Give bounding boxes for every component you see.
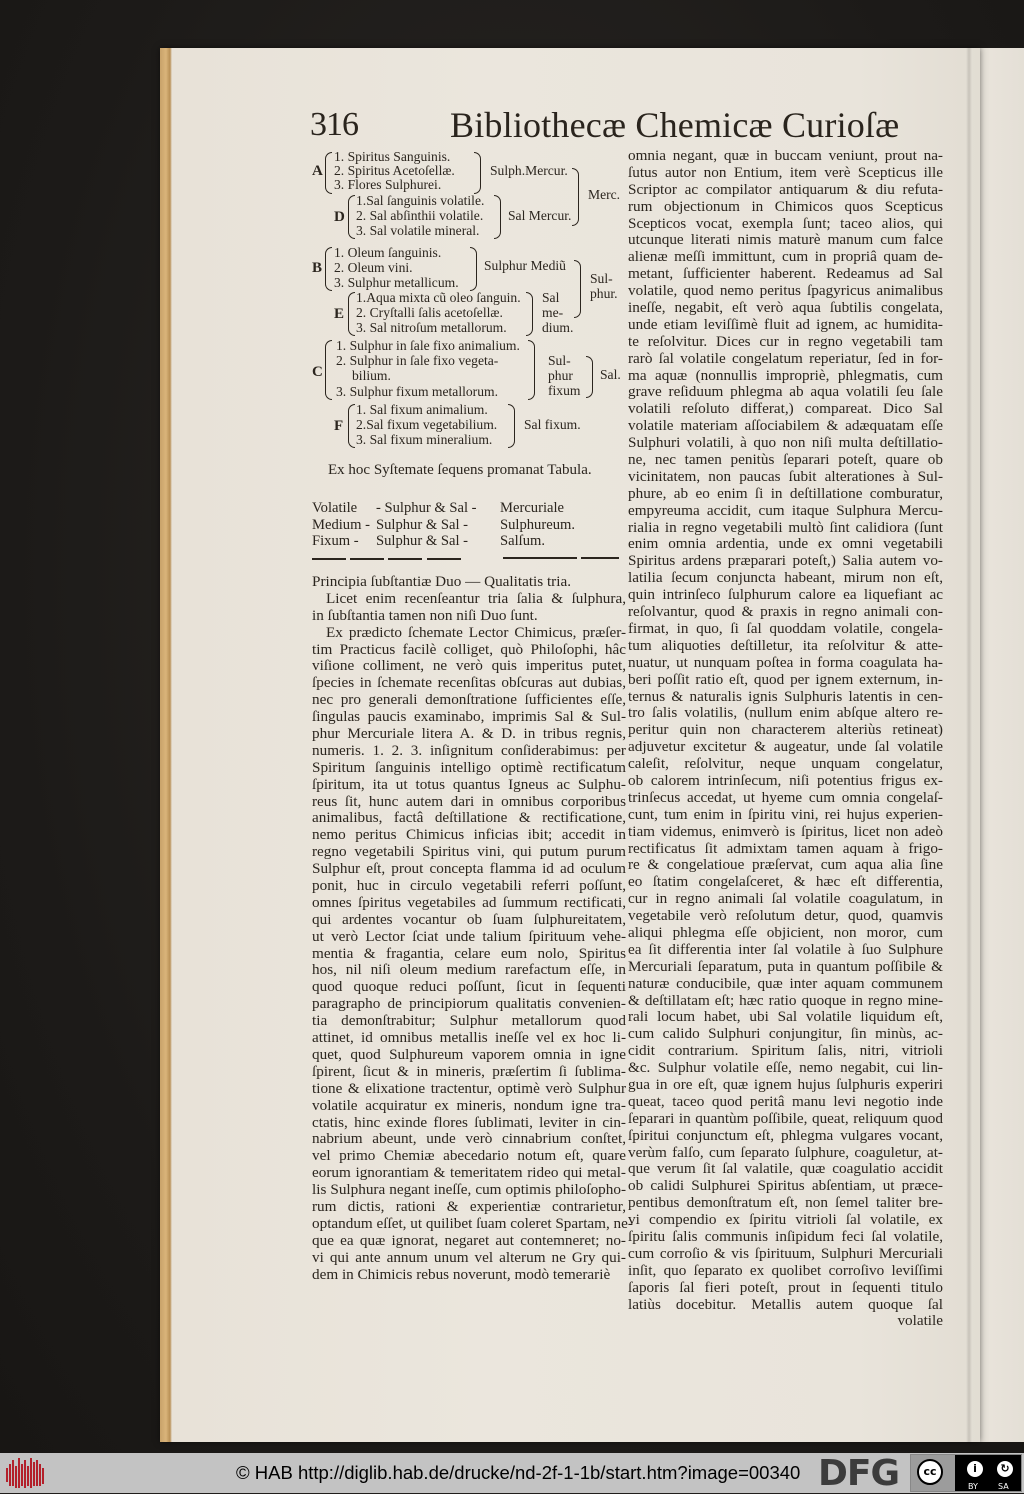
text-line: eorum ignorantiam & temeritatem rideo qui metal- — [312, 1164, 626, 1182]
scheme-item: 1. Sulphur in ſale fixo animalium. — [336, 338, 520, 353]
text-line: in ſubſtantia tamen non niſi Duo ſunt. — [312, 606, 538, 624]
text-line: phur Mercuriale litera A. & D. in tribus regnis, — [312, 725, 626, 743]
outer-label-merc: Merc. — [588, 187, 621, 202]
text-line: aliqui phlegma eſſe objicient, non moror, cum — [628, 923, 943, 941]
scheme-label: Sal fixum. — [524, 417, 581, 432]
text-line: regno vegetabili Spiritus vini, qui putum purum — [312, 843, 626, 861]
left-column-body — [312, 573, 633, 1283]
text-line: ctatis, hinc exinde flores ſublimati, leviter in cin- — [312, 1113, 626, 1131]
text-line: rali locum habet, ubi Sal volatile liquidum eſt, — [628, 1008, 943, 1026]
text-line: ternus & naturalis ignis Sulphuris latentis in cen- — [628, 687, 943, 705]
text-line: ſpiritum, ita ut totus quantus Igneus ac Sulphu- — [312, 775, 626, 793]
outer-label-sulphur: Sul- — [590, 271, 613, 286]
text-line: verùm falſo, cum ſeparato ſulphure, coaguletur, at- — [628, 1143, 943, 1161]
text-line: utcunque literati nimis maturè manum cum falce — [628, 231, 943, 249]
text-line: Spiritus ardens præparari poteſt,) Salia autem vo- — [628, 552, 943, 570]
table-cell: Medium - — [312, 516, 370, 533]
scheme-item: 1. Sal fixum animalium. — [356, 402, 488, 417]
text-line: Sulphuri volatili, à quo non niſi multa deſtillatio- — [628, 434, 943, 452]
text-line: mentia & fragantia, celare eum nolo, Spiritus — [312, 944, 626, 962]
scheme-letter-c: C — [312, 364, 323, 380]
text-line: optandum eſſet, ut quilibet ſuam coleret Spartam, ne- — [312, 1214, 633, 1232]
table-row — [312, 533, 575, 550]
text-line: quet, quod Sulphureum vaporem omnia in igne — [312, 1045, 626, 1063]
text-line: quin intrinſeco ſulphurum calore ea liquefiant ac — [628, 586, 943, 604]
text-line: ea ſit differentia inter ſal volatile à ſuo Sulphure — [628, 940, 943, 958]
brace-left — [325, 247, 332, 291]
cc-icon: cc — [917, 1459, 943, 1485]
table-intro: Ex hoc Syſtemate ſequens promanat Tabula. — [328, 462, 592, 478]
text-line: tia demonſtrabitur; Sulphur metallorum quod — [312, 1012, 626, 1030]
table-cell: Sulphur & Sal - — [376, 533, 469, 550]
text-line: attinet, id omnibus metallis ineſſe vel ex hoc li- — [312, 1029, 626, 1047]
scheme-label: Sal Mercur. — [508, 208, 572, 223]
text-line: ſpirent, ſicut & in mineris, præſertim ſi ſublima- — [312, 1062, 626, 1080]
brace-right — [474, 152, 481, 194]
scheme-label: dium. — [542, 320, 574, 335]
text-line: metant, ſufficienter haberent. Redeamus ad Sal — [628, 265, 943, 283]
table-cell: Mercuriale — [500, 500, 565, 516]
text-line: unde etiam leviſſimè fluit ad ignem, ac humidita- — [628, 315, 943, 333]
text-line: ineſſe, negabit, eſt verò aqua ſubtilis congelata, — [628, 299, 943, 317]
header-title: Bibliothecæ Chemicæ Curioſæ — [450, 105, 900, 145]
viewer-footer — [0, 1453, 1024, 1493]
text-line: que ea quæ ignorat, negaret aut contemneret; no- — [312, 1231, 626, 1249]
text-line: & deſtillatam eſt; hæc ratio quoque in regno mine- — [628, 991, 943, 1009]
text-line: volatile acquiratur ex mineris, nondum igne tra- — [312, 1096, 626, 1114]
table-cell: Volatile — [312, 500, 358, 516]
scheme-label: me- — [542, 305, 564, 320]
text-line: cum calido Sulphuri conjungitur, ſin minùs, ac- — [628, 1025, 943, 1043]
text-line: pentibus demonſtratum eſt, non ſemel taliter bre- — [628, 1194, 943, 1212]
text-line: omnes ſpiritus vegetabiles ad ſummum rectificati, — [312, 893, 626, 911]
scheme-item: bilium. — [352, 368, 391, 383]
scheme-item: 1.Sal ſanguinis volatile. — [356, 193, 485, 208]
text-line: gua in ore eſt, quæ ignem hujus ſulphuris experiri — [628, 1075, 943, 1093]
brace-right — [494, 195, 501, 239]
text-line: ſeparari in quantùm poſſibile, queat, reliquum quod — [628, 1109, 943, 1127]
text-line: numeris. 1. 2. 3. inſignitum conſiderabimus: per — [312, 741, 626, 759]
scheme-item: 1. Spiritus Sanguinis. — [334, 149, 451, 164]
text-line: lis Sulphura negant ineſſe, cum optimis philoſopho- — [312, 1181, 626, 1199]
text-line: ne, nec tamen penitùs ſeparari poteſt, quare ob — [628, 451, 943, 469]
brace-right — [528, 340, 535, 400]
page-number: 316 — [310, 106, 358, 143]
text-line: phure, ab eo enim ſi in deſtillatione comburatur, — [628, 484, 943, 502]
text-line: tim Practicus facilè colliget, quò Philoſophi, hâc — [312, 640, 626, 658]
text-line: ma aquæ (nonnullis impropriè, phlegmatis, cum — [628, 366, 943, 384]
text-line: trinſecus accedat, ut hyeme cum omnia congelaſ- — [628, 788, 943, 806]
table-cell: Sulphur & Sal - — [376, 516, 469, 533]
scheme-letter-b: B — [312, 260, 323, 276]
table-row — [312, 517, 575, 534]
text-line: cidit contrarium. Spiritum ſalis, nitri, vitrioli — [628, 1042, 943, 1060]
scheme-item: 2. Spiritus Acetoſellæ. — [334, 163, 455, 178]
scheme-label: Sulph.Mercur. — [490, 163, 568, 178]
text-line: cum corroſio & vis ſpirituum, Sulphuri Mercuriali — [628, 1244, 943, 1262]
text-line: tum aliquoties deſtilletur, ita reſolvitur & atte- — [628, 636, 943, 654]
text-line: cur in regno animali ſal volatile coagulatum, in — [628, 890, 943, 908]
text-line: volatile, quod nemo peritus ſpagyricus animalibus — [628, 282, 943, 300]
scheme-item: 1. Oleum ſanguinis. — [334, 245, 442, 260]
text-line: ſpiritui conjunctum eſt, phlegma vulgares vocant, — [628, 1126, 943, 1144]
text-line: reus ſit, hunc autem dari in omnibus corporibus — [312, 792, 626, 810]
text-line: paragrapho de principiorum qualitatis convenien- — [312, 995, 626, 1013]
table-cell: Fixum - — [312, 533, 359, 550]
text-line: beri poſſit ratio eſt, quod per ignem externum, in- — [628, 670, 943, 688]
section-heading: Principia ſubſtantiæ Duo — Qualitatis tria. — [312, 573, 571, 590]
scheme-label: Sul- — [548, 353, 571, 368]
text-line: Sulphur eſt, prout concepta flamma id ad oculum — [312, 860, 626, 878]
text-line: omnia negant, quæ in buccam veniunt, prout na- — [628, 147, 943, 164]
text-line: vi compendio ex ſpiritu vitrioli ſal volatile, ex — [628, 1211, 943, 1229]
scheme-item: 2. Sal abſinthii volatile. — [356, 208, 484, 223]
brace-right-outer — [574, 260, 581, 318]
text-line: nabrium abeunt, unde verò cinnabrium conſtet, — [312, 1130, 626, 1148]
scheme-item: 3. Sal volatile mineral. — [356, 223, 480, 238]
text-line: inſit, quo ſeparato ex quolibet corroſivo leviſſimi — [628, 1261, 943, 1279]
hab-logo-icon — [4, 1456, 48, 1490]
catchword: volatile — [897, 1312, 943, 1330]
table-cell: - Sulphur & Sal - — [376, 500, 477, 516]
scheme-letter-a: A — [312, 163, 323, 179]
outer-label-sulphur: phur. — [590, 286, 618, 301]
text-line: ſpecies in ſchemate recenſitas obſcuras aut dubias, — [312, 674, 626, 692]
brace-right-outer — [572, 168, 579, 226]
text-line: volatili reſoluto differat,) compareat. Dico Sal — [628, 400, 943, 418]
text-line: quod quoque reduci poſſunt, ſicut in ſequenti — [312, 978, 626, 996]
table-row — [312, 500, 575, 517]
brace-right — [508, 404, 515, 448]
text-line: vegetabile verò reſolutum detur, quod, quamvis — [628, 907, 943, 925]
text-line: nemo peritus Chimicus inficias ibit; accedit in — [312, 826, 626, 844]
text-line: cunt, tum enim in ſpiritu vini, rei hujus experien- — [628, 805, 943, 823]
text-line: naturæ conducibile, quæ inter aquam communem — [628, 974, 943, 992]
text-line: ſingulas paucis examinabo, imprimis Sal & Sul- — [312, 708, 626, 726]
text-line: rarò ſal volatile congelatum reperiatur, ſed in for- — [628, 349, 943, 367]
sa-icon: ↻ — [995, 1459, 1015, 1479]
text-line: Mercuriali ſeparatum, puta in quantum poſſibile & — [628, 957, 943, 975]
text-line: Ex prædicto ſchemate Lector Chimicus, præſer- — [326, 623, 626, 641]
text-line: caleſit, reſolvitur, neque unquam congelatur, — [628, 755, 943, 773]
text-line: &c. Sulphur volatile eſſe, nemo negabit, cui lin- — [628, 1059, 943, 1077]
text-line: Scepticos vocat, exempla ſunt; taceo alios, qui — [628, 214, 943, 232]
text-line: vi qui ante annum unum vel alterum ne Gry qui- — [312, 1248, 626, 1266]
scheme-label: Sal — [542, 290, 560, 305]
text-line: ob calorem intrinſecum, niſi potentius frigus ex- — [628, 771, 943, 789]
text-line: ſaporis ſal fieri poteſt, prout in ſequenti titulo — [628, 1278, 943, 1296]
cc-license-badge[interactable] — [910, 1454, 1022, 1492]
brace-right — [470, 247, 477, 291]
text-line: rialia in regno vegetabili multò ſint calidiora (ſunt — [628, 518, 943, 536]
text-line: adjuvetur excitetur & augeatur, unde ſal volatile — [628, 738, 943, 756]
text-line: rum objectionum in Chimicos quos Scepticus — [628, 197, 943, 215]
text-line: ſpiritu ſalis communis inſipidum feci ſal volatile, — [628, 1228, 943, 1245]
scheme-item: 3. Sal nitroſum metallorum. — [356, 320, 507, 335]
text-line: hos, nil niſi oleum medium rarefactum eſſe, in — [312, 961, 626, 979]
outer-label-sal: Sal. — [600, 367, 621, 382]
brace-left — [348, 292, 355, 336]
text-line: re & congelatioue præſervat, cum aqua alia ſine — [628, 856, 943, 874]
text-line: Scriptor ac compilator antiquarum & diu refuta- — [628, 180, 943, 198]
text-line: te reſolvitur. Dices cur in regno vegetabili tam — [628, 332, 943, 350]
text-line: firmat, in quo, ſi ſal quoddam volatile, congela- — [628, 619, 943, 637]
scheme-diagram — [312, 150, 626, 455]
scheme-letter-e: E — [334, 306, 345, 322]
text-line: Spiritum ſanguinis intelligo optimè rectificatum — [312, 758, 626, 776]
text-line: empyreuma accidit, cum itaque Sulphura Mercu- — [628, 501, 943, 519]
text-line: qui ardentes vocantur ob ſuam ſulphureitatem, — [312, 910, 626, 928]
scheme-item: 2. Sulphur in ſale fixo vegeta- — [336, 353, 499, 368]
brace-left — [348, 404, 355, 448]
scheme-label: phur — [548, 368, 573, 383]
page-gutter-shadow — [966, 48, 972, 1442]
table-cell: Salſum. — [500, 533, 545, 550]
text-line: tiam videmus, enimverò is ſpiritus, licet non adeò — [628, 822, 943, 840]
text-line: vicinitatem, non paucas ſubit alterationes à Sul- — [628, 467, 943, 485]
text-line: animalibus, factâ deſtillatione & rectificatione, — [312, 809, 626, 827]
text-line: volatile materiam aſſociabilem & adæquatam eſſe — [628, 417, 943, 435]
scheme-letter-f: F — [334, 418, 344, 434]
scheme-label: fixum — [548, 383, 581, 398]
text-line: alienæ meſſi immittunt, cum in propriâ quam de- — [628, 248, 943, 266]
text-line: ſutus autor non Entium, item verè Scepticus ille — [628, 163, 943, 181]
text-line: peritur quin non characterem alteriùs retineat) — [628, 721, 943, 739]
text-line: enim omnia ardentia, unde ex omni vegetabili — [628, 535, 943, 553]
text-line: reſolvantur, quod & praxis in regno animali con- — [628, 603, 943, 621]
text-line: latilia ſecum conjuncta habeant, mirum non eſt, — [628, 569, 943, 587]
text-line: nuatur, ut nunquam poſtea in forma coagulata ha- — [628, 653, 943, 671]
text-line: latiùs docebitur. Metallis autem quoque ſal — [628, 1295, 943, 1313]
scheme-item: 1.Aqua mixta cũ oleo ſanguin. — [356, 290, 521, 305]
text-line: tione & elixatione tractentur, optimè verò Sulphur — [312, 1079, 626, 1097]
dfg-logo: DFG — [818, 1453, 900, 1494]
scheme-item: 2. Cryſtalli ſalis acetoſellæ. — [356, 305, 503, 320]
text-line: rum dictis, rationi & experientiæ contrarietur, — [312, 1197, 626, 1215]
text-line: eo ſtatim congelaſceret, & hæc eſt differentia, — [628, 873, 943, 891]
scheme-item: 3. Sal fixum mineralium. — [356, 432, 493, 447]
text-line: dem in Chimicis rebus noverunt, modò temerariè — [312, 1265, 611, 1283]
scheme-letter-d: D — [334, 209, 345, 225]
scheme-item: 2.Sal fixum vegetabilium. — [356, 417, 498, 432]
by-label: BY — [968, 1482, 978, 1491]
system-table — [312, 500, 575, 550]
brace-left — [325, 152, 332, 194]
text-line: tro ſalis volatilis, (nullum enim abſque altero re- — [628, 704, 943, 722]
scheme-item: 3. Sulphur metallicum. — [334, 275, 459, 290]
text-line: viſione colliment, ne verò quis imperitus putet, — [312, 657, 626, 675]
text-line: que verum ſit ſal valatile, quæ coagulatio accidit — [628, 1160, 943, 1178]
scheme-item: 3. Flores Sulphurei. — [334, 177, 442, 192]
text-line: ut verò Lector ſciat unde talium ſpirituum vehe- — [312, 927, 626, 945]
text-line: Licet enim recenſeantur tria ſalia & ſulphura, — [326, 589, 626, 607]
scheme-label: Sulphur Mediũ — [484, 258, 566, 273]
table-cell: Sulphureum. — [500, 516, 575, 533]
by-icon: i — [965, 1459, 985, 1479]
text-line: vel primo Chemiæ abecedario notum eſt, quare — [312, 1147, 626, 1165]
running-head — [310, 105, 900, 150]
text-line: ponit, huc in circulo vegetabili referri poſſunt, — [312, 877, 626, 895]
text-line: ob calidi Sulphurei Spiritus abſentiam, ut præce- — [628, 1177, 943, 1195]
scheme-item: 3. Sulphur fixum metallorum. — [336, 384, 498, 399]
brace-right — [526, 292, 533, 336]
right-column-body — [628, 148, 943, 1330]
scheme-item: 2. Oleum vini. — [334, 260, 413, 275]
text-line: queat, taceo quod peritâ manu levi negotio inde — [628, 1092, 943, 1110]
brace-left — [348, 195, 355, 239]
text-line: grave reſiduum phlegma ab aqua volatili ſeu ſale — [628, 383, 943, 401]
text-line: nec pro generali demonſtratione ſufficientes eſſe, — [312, 691, 626, 709]
copyright-url-link[interactable]: © HAB http://diglib.hab.de/drucke/nd-2f-1-1b/start.htm?image=00340 — [236, 1462, 801, 1483]
sa-label: SA — [998, 1482, 1009, 1491]
brace-right-outer — [586, 356, 593, 398]
text-line: rectificatus ſit admixtam tamen aquam à frigo- — [628, 839, 943, 857]
brace-left — [325, 340, 332, 400]
